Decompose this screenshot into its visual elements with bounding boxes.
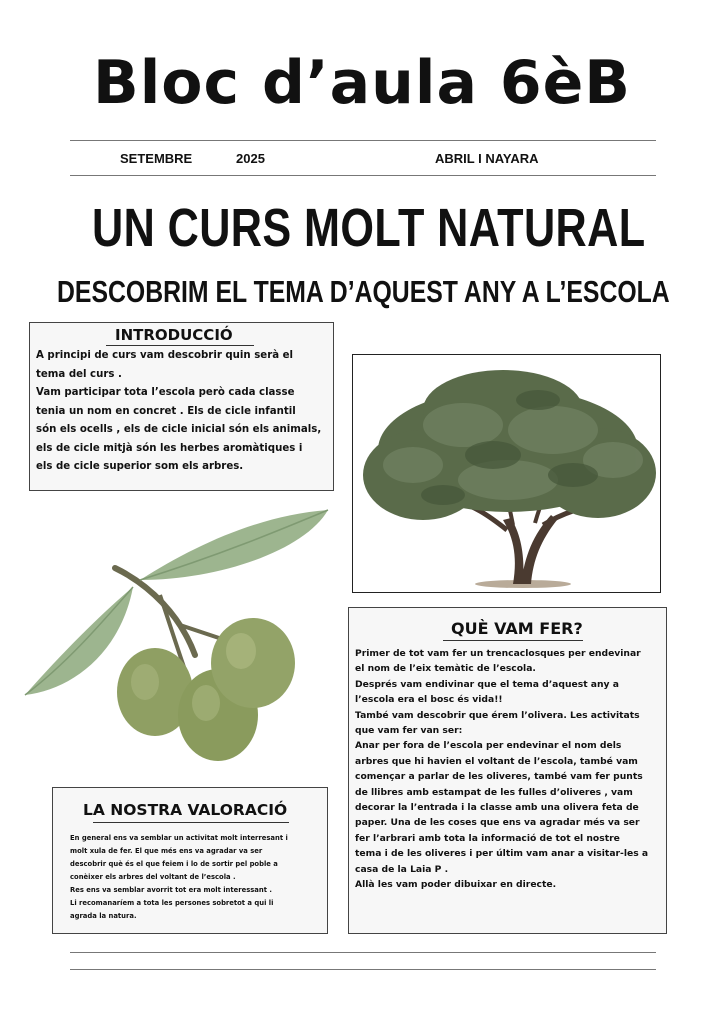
activities-line: Anar per fora de l’escola per endevinar el nom dels bbox=[355, 740, 622, 752]
activities-title-underline bbox=[443, 640, 583, 641]
activities-line: Després vam endivinar que el tema d’aquest any a bbox=[355, 678, 619, 690]
activities-line: casa de la Laia P . bbox=[355, 863, 449, 875]
activities-line: decorar la l’entrada i la classe amb una olivera feta de bbox=[355, 802, 639, 814]
newspaper-title: Bloc d’aula 6èB bbox=[92, 48, 632, 118]
olive-branch-illustration bbox=[20, 505, 335, 765]
activities-line: paper. Una de les coses que ens va agradar més va ser bbox=[355, 817, 640, 829]
intro-title: INTRODUCCIÓ bbox=[115, 326, 233, 344]
review-line: Res ens va semblar avorrit tot era molt interessant . bbox=[70, 886, 272, 894]
activities-line: fer l’arbrari amb tota la informació de tot el nostre bbox=[355, 832, 620, 844]
intro-line: Vam participar tota l’escola però cada classe bbox=[36, 387, 295, 398]
activities-line: l’escola era el bosc és vida!! bbox=[355, 694, 503, 706]
activities-box bbox=[348, 607, 667, 934]
intro-line: són els ocells , els de cicle inicial són els animals, bbox=[36, 424, 322, 435]
intro-line: tenia un nom en concret . Els de cicle infantil bbox=[36, 405, 296, 417]
activities-line: tema i de les oliveres i per últim vam anar a visitar-les a bbox=[355, 848, 649, 860]
review-title-underline bbox=[93, 822, 289, 823]
review-line: Li recomanaríem a tota les persones sobretot a qui li bbox=[70, 899, 274, 907]
activities-text bbox=[355, 646, 665, 893]
activities-title: QUÈ VAM FER? bbox=[451, 619, 583, 638]
activities-line: que vam fer van ser: bbox=[355, 725, 463, 737]
activities-line: de llibres amb estampat de les fulles d’oliveres , vam bbox=[355, 786, 633, 798]
main-headline: UN CURS MOLT NATURAL bbox=[92, 198, 646, 258]
issue-year: 2025 bbox=[236, 151, 265, 166]
olive-tree-image bbox=[353, 355, 661, 593]
activities-line: Primer de tot vam fer un trencaclosques per endevinar bbox=[355, 648, 641, 659]
review-line: En general ens va semblar un activitat molt interresant i bbox=[70, 834, 288, 842]
activities-line: el nom de l’eix temàtic de l’escola. bbox=[355, 663, 536, 675]
header-rule-bottom bbox=[70, 175, 656, 176]
review-box bbox=[52, 787, 328, 934]
intro-line: els de cicle superior som els arbres. bbox=[36, 461, 244, 472]
footer-rule-bottom bbox=[70, 969, 656, 970]
activities-line: També vam descobrir que érem l’olivera. Les activitats bbox=[355, 709, 640, 721]
intro-line: tema del curs . bbox=[36, 368, 122, 380]
review-text bbox=[70, 832, 325, 923]
review-title: LA NOSTRA VALORACIÓ bbox=[83, 801, 288, 819]
review-line: agrada la natura. bbox=[70, 912, 137, 920]
issue-authors: ABRIL I NAYARA bbox=[435, 151, 539, 166]
intro-line: els de cicle mitjà són les herbes aromàtiques i bbox=[36, 442, 303, 454]
issue-month: SETEMBRE bbox=[120, 151, 193, 166]
sub-headline: DESCOBRIM EL TEMA D’AQUEST ANY A L’ESCOLA bbox=[57, 274, 670, 309]
review-line: conèixer els arbres del voltant de l’escola . bbox=[70, 873, 236, 881]
review-line: molt xula de fer. El que més ens va agradar va ser bbox=[70, 847, 263, 855]
olive-tree-photo bbox=[352, 354, 661, 593]
intro-text bbox=[36, 347, 332, 477]
activities-line: començar a parlar de les oliveres, també vam fer punts bbox=[355, 771, 643, 783]
activities-line: arbres que hi havien el voltant de l’escola, també vam bbox=[355, 755, 638, 767]
footer-rule-top bbox=[70, 952, 656, 953]
activities-line: Allà les vam poder dibuixar en directe. bbox=[355, 879, 557, 891]
intro-title-underline bbox=[106, 345, 254, 346]
intro-box bbox=[29, 322, 334, 491]
review-line: descobrir què és el que feiem i lo de sortir pel poble a bbox=[70, 860, 278, 868]
intro-line: A principi de curs vam descobrir quin serà el bbox=[36, 350, 294, 361]
header-rule-top bbox=[70, 140, 656, 141]
